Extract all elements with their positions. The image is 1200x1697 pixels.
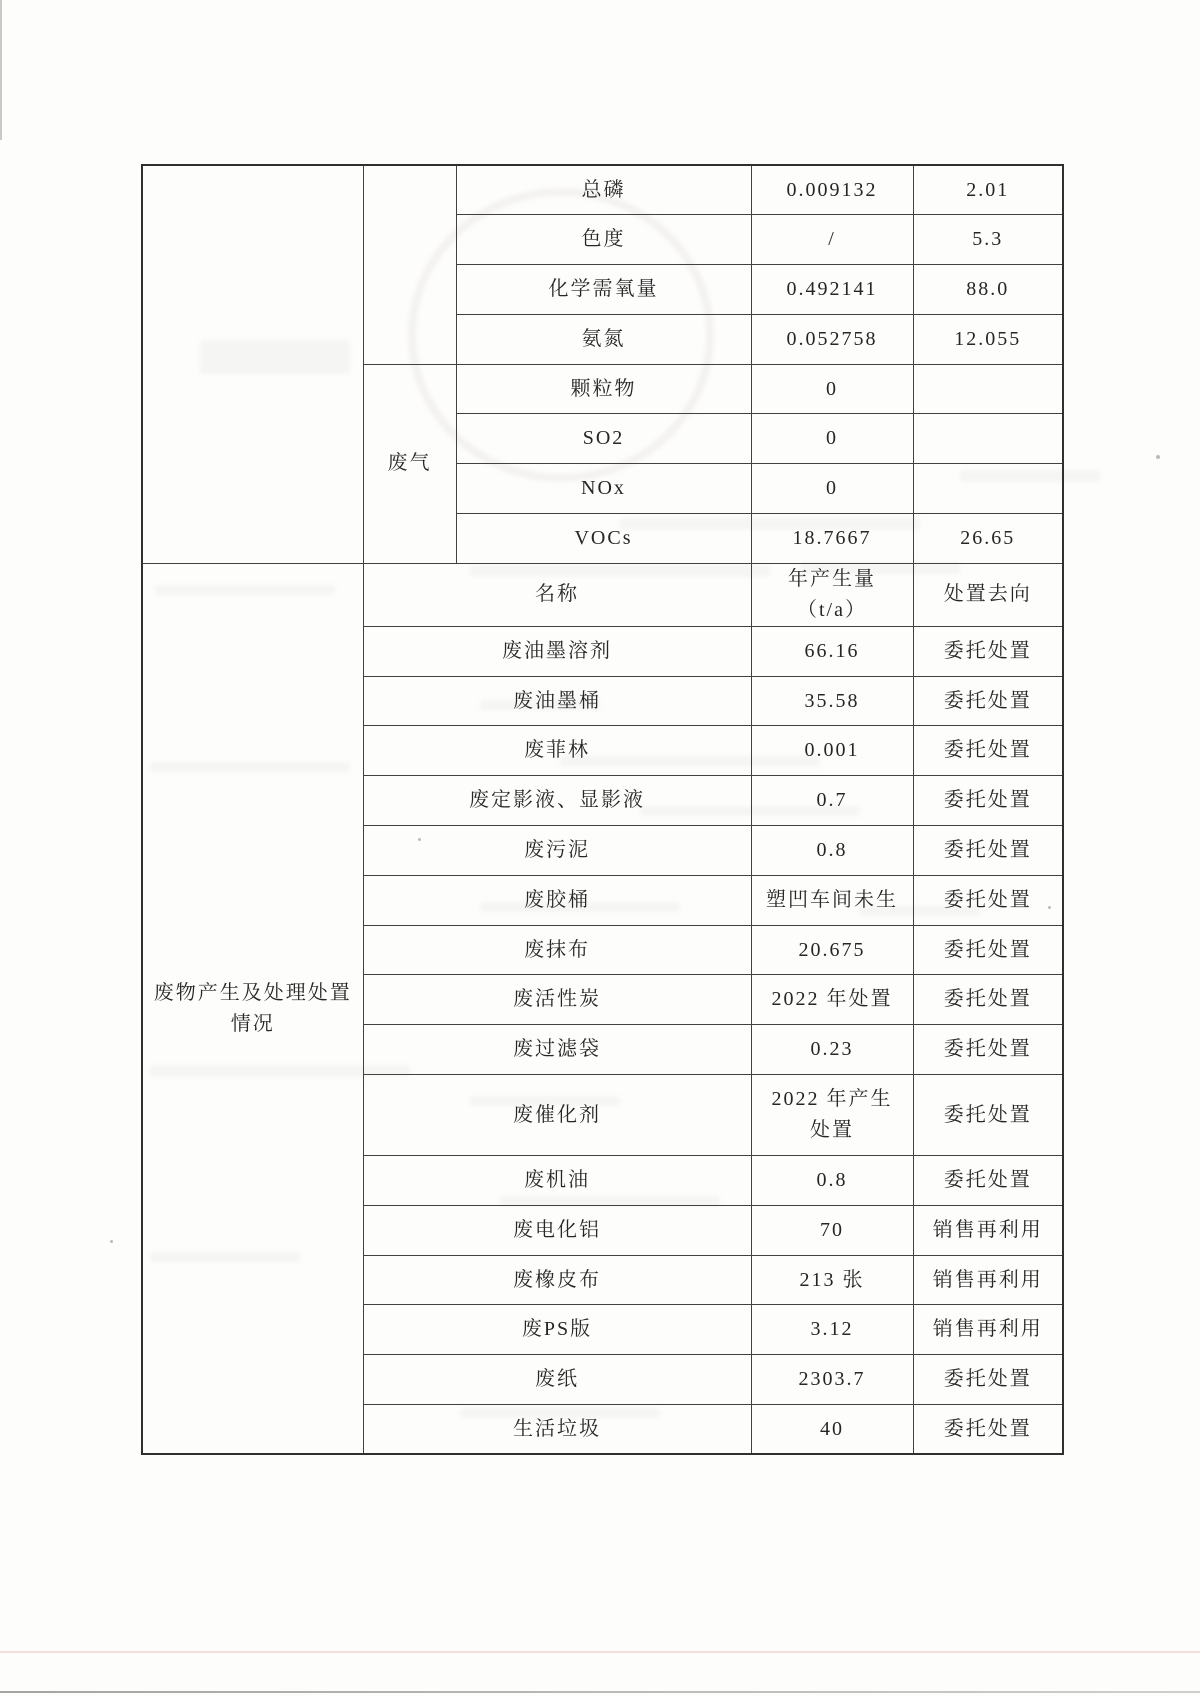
cell-pollutant-value: 18.7667: [751, 514, 913, 564]
cell-waste-disposal: 委托处置: [913, 1405, 1063, 1455]
cell-pollutant-name: 总磷: [456, 165, 751, 215]
cell-pollutant-extra: 88.0: [913, 265, 1063, 315]
cell-waste-name: 废过滤袋: [363, 1025, 751, 1075]
cell-waste-name: 废污泥: [363, 826, 751, 876]
cell-waste-amount: 20.675: [751, 925, 913, 975]
cell-waste-disposal: 委托处置: [913, 875, 1063, 925]
cell-pollutant-value: 0.492141: [751, 265, 913, 315]
cell-waste-name: 废定影液、显影液: [363, 776, 751, 826]
cell-waste-name: 废油墨溶剂: [363, 626, 751, 676]
cell-waste-amount: 40: [751, 1405, 913, 1455]
cell-waste-disposal: 委托处置: [913, 1355, 1063, 1405]
cell-waste-disposal: 委托处置: [913, 1025, 1063, 1075]
scan-bottom-edge: [0, 1691, 1200, 1693]
cell-header-name: 名称: [363, 563, 751, 626]
cell-waste-disposal: 委托处置: [913, 826, 1063, 876]
cell-waste-amount: 70: [751, 1205, 913, 1255]
cell-pollutant-name: 化学需氧量: [456, 265, 751, 315]
cell-waste-amount: 2303.7: [751, 1355, 913, 1405]
scan-streak: [0, 1651, 1200, 1653]
cell-pollutant-extra: 5.3: [913, 215, 1063, 265]
cell-waste-amount: 0.7: [751, 776, 913, 826]
cell-waste-disposal: 委托处置: [913, 726, 1063, 776]
cell-waste-disposal: 销售再利用: [913, 1255, 1063, 1305]
cell-waste-amount: 0.001: [751, 726, 913, 776]
left-section-cell: [142, 165, 363, 563]
cell-waste-name: 废活性炭: [363, 975, 751, 1025]
cell-waste-disposal: 委托处置: [913, 925, 1063, 975]
cell-waste-amount: 3.12: [751, 1305, 913, 1355]
empty-group-cell: [363, 165, 456, 364]
cell-waste-amount: 213 张: [751, 1255, 913, 1305]
cell-waste-disposal: 销售再利用: [913, 1205, 1063, 1255]
cell-waste-amount: 塑凹车间未生: [751, 875, 913, 925]
cell-waste-amount: 2022 年产生处置: [751, 1075, 913, 1156]
cell-waste-amount: 66.16: [751, 626, 913, 676]
cell-waste-name: 废机油: [363, 1156, 751, 1206]
cell-waste-name: 废胶桶: [363, 875, 751, 925]
cell-waste-amount: 0.23: [751, 1025, 913, 1075]
cell-waste-name: 废PS版: [363, 1305, 751, 1355]
table-row: [142, 165, 1063, 215]
cell-pollutant-extra: [913, 414, 1063, 464]
cell-waste-amount: 0.8: [751, 1156, 913, 1206]
cell-waste-name: 废油墨桶: [363, 676, 751, 726]
cell-waste-disposal: 委托处置: [913, 1075, 1063, 1156]
cell-pollutant-extra: 26.65: [913, 514, 1063, 564]
waste-section-label: 废物产生及处理处置情况: [142, 563, 363, 1454]
cell-waste-disposal: 委托处置: [913, 776, 1063, 826]
cell-pollutant-extra: [913, 364, 1063, 414]
cell-waste-name: 废纸: [363, 1355, 751, 1405]
cell-pollutant-extra: [913, 464, 1063, 514]
cell-waste-disposal: 委托处置: [913, 626, 1063, 676]
waste-gas-group-cell: 废气: [363, 364, 456, 563]
cell-header-amount: 年产生量（t/a）: [751, 563, 913, 626]
scan-speck: [1156, 455, 1160, 459]
cell-waste-disposal: 委托处置: [913, 975, 1063, 1025]
cell-pollutant-value: 0: [751, 464, 913, 514]
cell-waste-disposal: 委托处置: [913, 1156, 1063, 1206]
cell-waste-amount: 35.58: [751, 676, 913, 726]
table-row: [142, 563, 1063, 626]
cell-pollutant-name: 氨氮: [456, 314, 751, 364]
cell-waste-name: 废催化剂: [363, 1075, 751, 1156]
cell-waste-name: 废电化铝: [363, 1205, 751, 1255]
cell-pollutant-name: 色度: [456, 215, 751, 265]
scan-edge-artifact: [0, 0, 2, 140]
cell-waste-name: 生活垃圾: [363, 1405, 751, 1455]
cell-pollutant-extra: 12.055: [913, 314, 1063, 364]
cell-pollutant-extra: 2.01: [913, 165, 1063, 215]
cell-pollutant-value: 0.009132: [751, 165, 913, 215]
cell-waste-amount: 0.8: [751, 826, 913, 876]
cell-waste-amount: 2022 年处置: [751, 975, 913, 1025]
cell-pollutant-value: 0: [751, 414, 913, 464]
cell-waste-disposal: 销售再利用: [913, 1305, 1063, 1355]
cell-waste-name: 废抹布: [363, 925, 751, 975]
emissions-and-waste-table: [141, 164, 1064, 1455]
cell-pollutant-value: 0.052758: [751, 314, 913, 364]
cell-waste-name: 废橡皮布: [363, 1255, 751, 1305]
cell-waste-name: 废菲林: [363, 726, 751, 776]
cell-pollutant-value: /: [751, 215, 913, 265]
cell-header-disposal: 处置去向: [913, 563, 1063, 626]
cell-pollutant-name: VOCs: [456, 514, 751, 564]
cell-pollutant-name: NOx: [456, 464, 751, 514]
cell-pollutant-name: SO2: [456, 414, 751, 464]
scan-speck: [110, 1240, 113, 1243]
cell-waste-disposal: 委托处置: [913, 676, 1063, 726]
cell-pollutant-value: 0: [751, 364, 913, 414]
cell-pollutant-name: 颗粒物: [456, 364, 751, 414]
